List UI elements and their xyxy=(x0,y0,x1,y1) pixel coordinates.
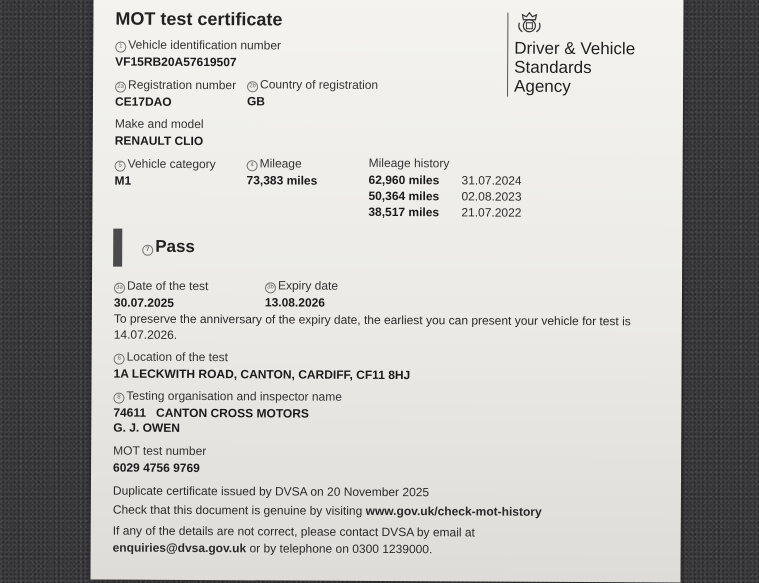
field-number-marker: 8 xyxy=(113,393,124,404)
result-bar xyxy=(113,229,122,267)
test-date-value: 30.07.2025 xyxy=(113,295,175,310)
history-date: 02.08.2023 xyxy=(461,189,522,204)
mot-certificate xyxy=(90,0,683,583)
test-date-label: Date of the test xyxy=(126,278,209,294)
country-label: Country of registration xyxy=(260,77,379,92)
royal-crest-icon xyxy=(516,11,542,40)
history-date: 31.07.2024 xyxy=(461,173,522,188)
org-label-row xyxy=(113,389,342,405)
org-label: Testing organisation and inspector name xyxy=(126,388,342,404)
vin-label: Vehicle identification number xyxy=(128,37,282,53)
field-number-marker: 2b xyxy=(247,81,258,92)
reg-label-row xyxy=(115,78,236,94)
result-text: Pass xyxy=(155,236,195,256)
make-value: RENAULT CLIO xyxy=(114,133,204,149)
field-number-marker: 1 xyxy=(115,42,126,53)
field-number-marker: 7 xyxy=(142,245,153,256)
expiry-label-row xyxy=(265,278,338,293)
make-label: Make and model xyxy=(114,116,204,132)
field-number-marker: 4 xyxy=(247,160,258,171)
incorrect-note-rest: or by telephone on 0300 1239000. xyxy=(246,541,433,557)
country-label-row xyxy=(247,77,378,93)
mileage-value: 73,383 miles xyxy=(246,173,318,188)
history-miles: 38,517 miles xyxy=(368,204,440,220)
category-value: M1 xyxy=(114,173,132,188)
dvsa-email-link[interactable]: enquiries@dvsa.gov.uk xyxy=(112,540,247,556)
agency-name-line2: Standards xyxy=(514,57,592,78)
certificate-title: MOT test certificate xyxy=(115,8,283,30)
inspector-value: G. J. OWEN xyxy=(113,420,180,435)
incorrect-note-line1: If any of the details are not correct, please contact DVSA by email at xyxy=(112,523,475,540)
category-label-row xyxy=(115,157,216,173)
field-number-marker: 3a xyxy=(114,283,125,294)
field-number-marker: 3b xyxy=(265,282,276,293)
agency-name-line1: Driver & Vehicle xyxy=(514,38,636,59)
test-date-label-row xyxy=(114,279,208,294)
location-label-row xyxy=(114,350,228,366)
result-row xyxy=(142,237,195,257)
field-number-marker: 5 xyxy=(115,161,126,172)
test-number-value: 6029 4756 9769 xyxy=(113,460,200,476)
expiry-label: Expiry date xyxy=(277,278,339,293)
reg-value: CE17DAO xyxy=(114,94,172,109)
category-label: Vehicle category xyxy=(127,156,216,172)
logo-divider xyxy=(507,13,508,97)
check-note xyxy=(113,503,542,519)
history-miles: 50,364 miles xyxy=(368,188,440,204)
field-number-marker: 2a xyxy=(115,82,126,93)
agency-name-line3: Agency xyxy=(514,76,571,96)
mileage-label-row xyxy=(247,156,302,171)
history-date: 21.07.2022 xyxy=(461,205,522,220)
preserve-note-line2: 14.07.2026. xyxy=(113,327,178,342)
history-label: Mileage history xyxy=(368,155,450,171)
check-note-prefix: Check that this document is genuine by visiting xyxy=(112,502,366,518)
incorrect-note-line2 xyxy=(113,541,433,557)
duplicate-note: Duplicate certificate issued by DVSA on 20 November 2025 xyxy=(112,483,430,500)
vin-label-row xyxy=(115,38,281,54)
mileage-label: Mileage xyxy=(259,156,302,171)
country-value: GB xyxy=(246,94,266,109)
org-value: 74611 CANTON CROSS MOTORS xyxy=(113,405,309,421)
location-label: Location of the test xyxy=(126,349,229,365)
test-number-label: MOT test number xyxy=(113,443,207,459)
reg-label: Registration number xyxy=(128,77,237,93)
vin-value: VF15RB20A57619507 xyxy=(115,54,237,70)
history-miles: 62,960 miles xyxy=(368,172,440,188)
check-mot-link[interactable]: www.gov.uk/check-mot-history xyxy=(365,503,542,519)
expiry-value: 13.08.2026 xyxy=(264,295,326,310)
preserve-note-line1: To preserve the anniversary of the expiry date, the earliest you can present your vehicle for test is xyxy=(113,311,631,329)
field-number-marker: 6 xyxy=(114,354,125,365)
location-value: 1A LECKWITH ROAD, CANTON, CARDIFF, CF11 8HJ xyxy=(113,366,411,383)
